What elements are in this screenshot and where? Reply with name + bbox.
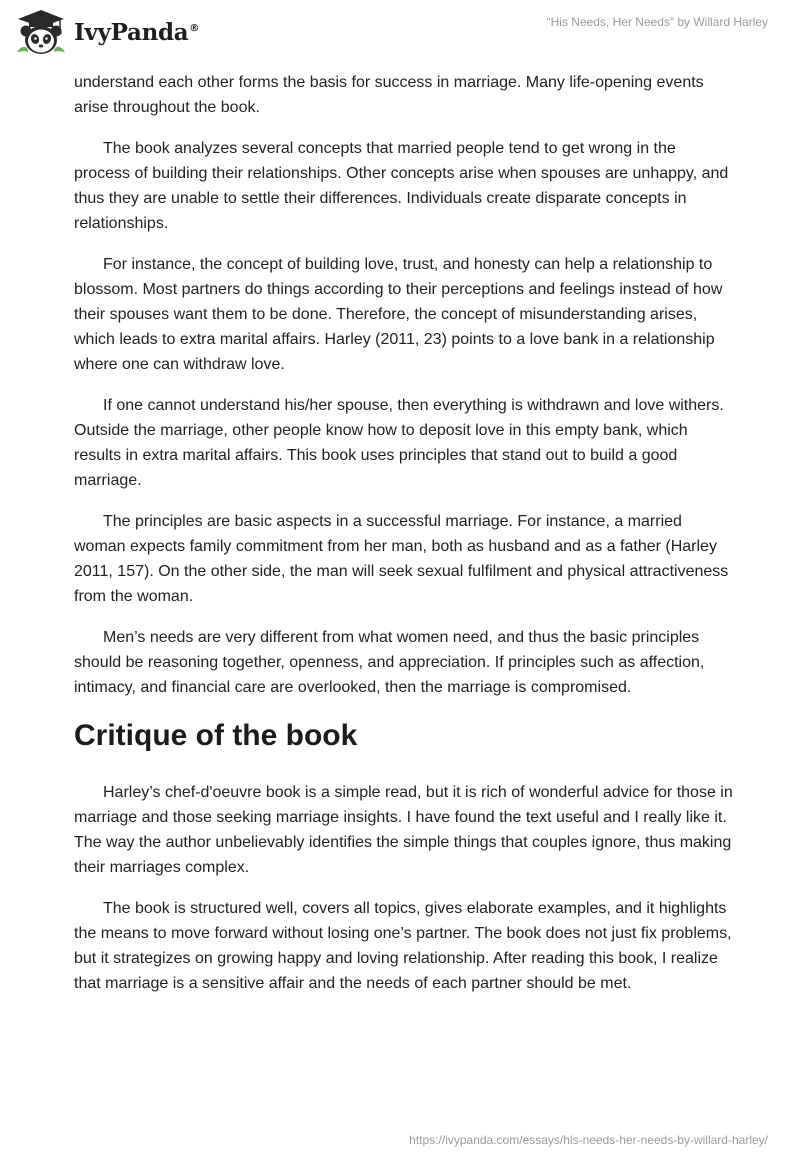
paragraph: Men’s needs are very different from what women need, and thus the basic principles should be reasoning together, openness, and appreciation. If principles such as affection, intimacy, and financial care are overlooked, then the marriage is compromised. xyxy=(74,629,705,696)
paragraph: understand each other forms the basis for success in marriage. Many life-opening events arise throughout the book. xyxy=(74,74,704,116)
page-header xyxy=(0,0,800,64)
brand-logo[interactable] xyxy=(14,8,199,56)
essay-body xyxy=(74,70,734,1012)
paragraph: The book analyzes several concepts that married people tend to get wrong in the process of building their relationships. Other concepts arise when spouses are unhappy, and thus they are unable to settle their differences. Individuals create disparate concepts in relationships. xyxy=(74,140,729,232)
brand-name: IvyPanda® xyxy=(74,18,200,46)
source-url[interactable]: https://ivypanda.com/essays/his-needs-her-needs-by-willard-harley/ xyxy=(409,1133,768,1147)
document-title: “His Needs, Her Needs” by Willard Harley xyxy=(546,15,768,29)
paragraph: The principles are basic aspects in a successful marriage. For instance, a married woman expects family commitment from her man, both as husband and as a father (Harley 2011, 157). On the other side, the man will seek sexual fulfilment and physical attractiveness from the woman. xyxy=(74,513,729,605)
panda-graduate-icon xyxy=(14,8,68,56)
paragraph: For instance, the concept of building love, trust, and honesty can help a relationship to blossom. Most partners do things according to their perceptions and feelings instead of how their spouses want them to be done. Therefore, the concept of misunderstanding arises, which leads to extra marital affairs. Harley (2011, 23) points to a love bank in a relationship where one can withdraw love. xyxy=(74,256,723,373)
registered-mark: ® xyxy=(189,22,200,34)
section-heading: Critique of the book xyxy=(74,719,358,752)
paragraph: If one cannot understand his/her spouse, then everything is withdrawn and love withers. Outside the marriage, other people know how to deposit love in this empty bank, which results in extra marital affairs. This book uses principles that stand out to build a good marriage. xyxy=(74,397,724,489)
paragraph: Harley’s chef-d'oeuvre book is a simple read, but it is rich of wonderful advice for those in marriage and those seeking marriage insights. I have found the text useful and I really like it. The way the author unbelievably identifies the simple things that couples ignore, thus making their marriages complex. xyxy=(74,784,733,876)
paragraph: The book is structured well, covers all topics, gives elaborate examples, and it highlights the means to move forward without losing one’s partner. The book does not just fix problems, but it strategizes on growing happy and loving relationship. After reading this book, I realize that marriage is a sensitive affair and the needs of each partner should be met. xyxy=(74,900,732,992)
